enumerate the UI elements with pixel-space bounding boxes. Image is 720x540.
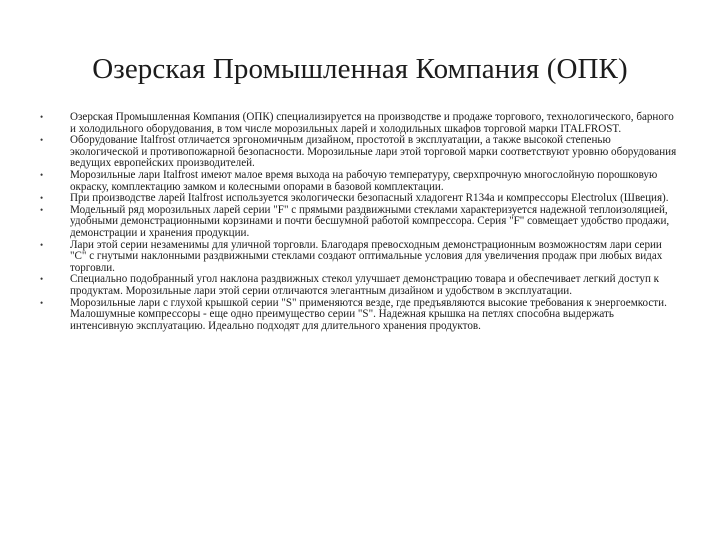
bullet-icon: •	[40, 112, 44, 122]
bullet-icon: •	[40, 135, 44, 146]
list-item-text: Модельный ряд морозильных ларей серии "F" с прямыми раздвижными стеклами характеризуется надежной теплоизоляцией, удобными демонстрационными корзинами и почти бесшумной работой компрессора. Серия "F" совмещает удобство продажи, демонстрации и хранения продукции.	[70, 203, 670, 239]
list-item	[40, 274, 680, 297]
bullet-icon: •	[40, 297, 44, 308]
bullet-icon: •	[40, 204, 44, 215]
list-item-text: Оборудование Italfrost отличается эргономичным дизайном, простотой в эксплуатации, а также высокой степенью экологической и противопожарной безопасности. Морозильные лари этой торговой марки соответствуют уровню оборудования ведущих европейских производителей.	[70, 134, 677, 170]
list-item	[40, 170, 680, 193]
bullet-icon: •	[40, 239, 44, 250]
bullet-list	[40, 112, 680, 332]
bullet-icon: •	[40, 193, 44, 204]
list-item-text: Морозильные лари с глухой крышкой серии "S" применяются везде, где предъявляются высокие требования к энергоемкости. Малошумные компрессоры - еще одно преимущество серии "S". Надежная крышка на петлях способна выдержать интенсивную эксплуатацию. Идеально подходят для длительного хранения продуктов.	[70, 296, 667, 332]
list-item	[40, 112, 680, 135]
list-item	[40, 240, 680, 275]
slide-title: Озерская Промышленная Компания (ОПК)	[92, 53, 628, 85]
list-item-text: При производстве ларей Italfrost используется экологически безопасный хладогент R134a и компрессоры Electrolux (Швеция).	[70, 192, 669, 205]
list-item-text: Лари этой серии незаменимы для уличной торговли. Благодаря превосходным демонстрационным возможностям лари серии "С" с гнутыми наклонными раздвижными стеклами создают оптимальные условия для увеличения продаж при любых видах торговли.	[70, 238, 663, 274]
list-item	[40, 298, 680, 333]
list-item-text: Морозильные лари Italfrost имеют малое время выхода на рабочую температуру, сверхпрочную многослойную порошковую окраску, комплектацию замком и колесными опорами в базовой комплектации.	[70, 168, 658, 193]
list-item	[40, 193, 680, 205]
bullet-icon: •	[40, 274, 44, 285]
list-item	[40, 205, 680, 240]
list-item-text: Специально подобранный угол наклона раздвижных стекол улучшает демонстрацию товара и обеспечивает легкий доступ к продуктам. Морозильные лари этой серии отличаются элегантным дизайном и удобством в эксплуатации.	[70, 273, 660, 297]
list-item	[40, 135, 680, 170]
bullet-icon: •	[40, 169, 44, 180]
list-item-text: Озерская Промышленная Компания (ОПК) специализируется на производстве и продаже торгового, технологического, барного и холодильного оборудования, в том числе морозильных ларей и холодильных шкафов торговой марки ITALFROST.	[70, 111, 674, 135]
